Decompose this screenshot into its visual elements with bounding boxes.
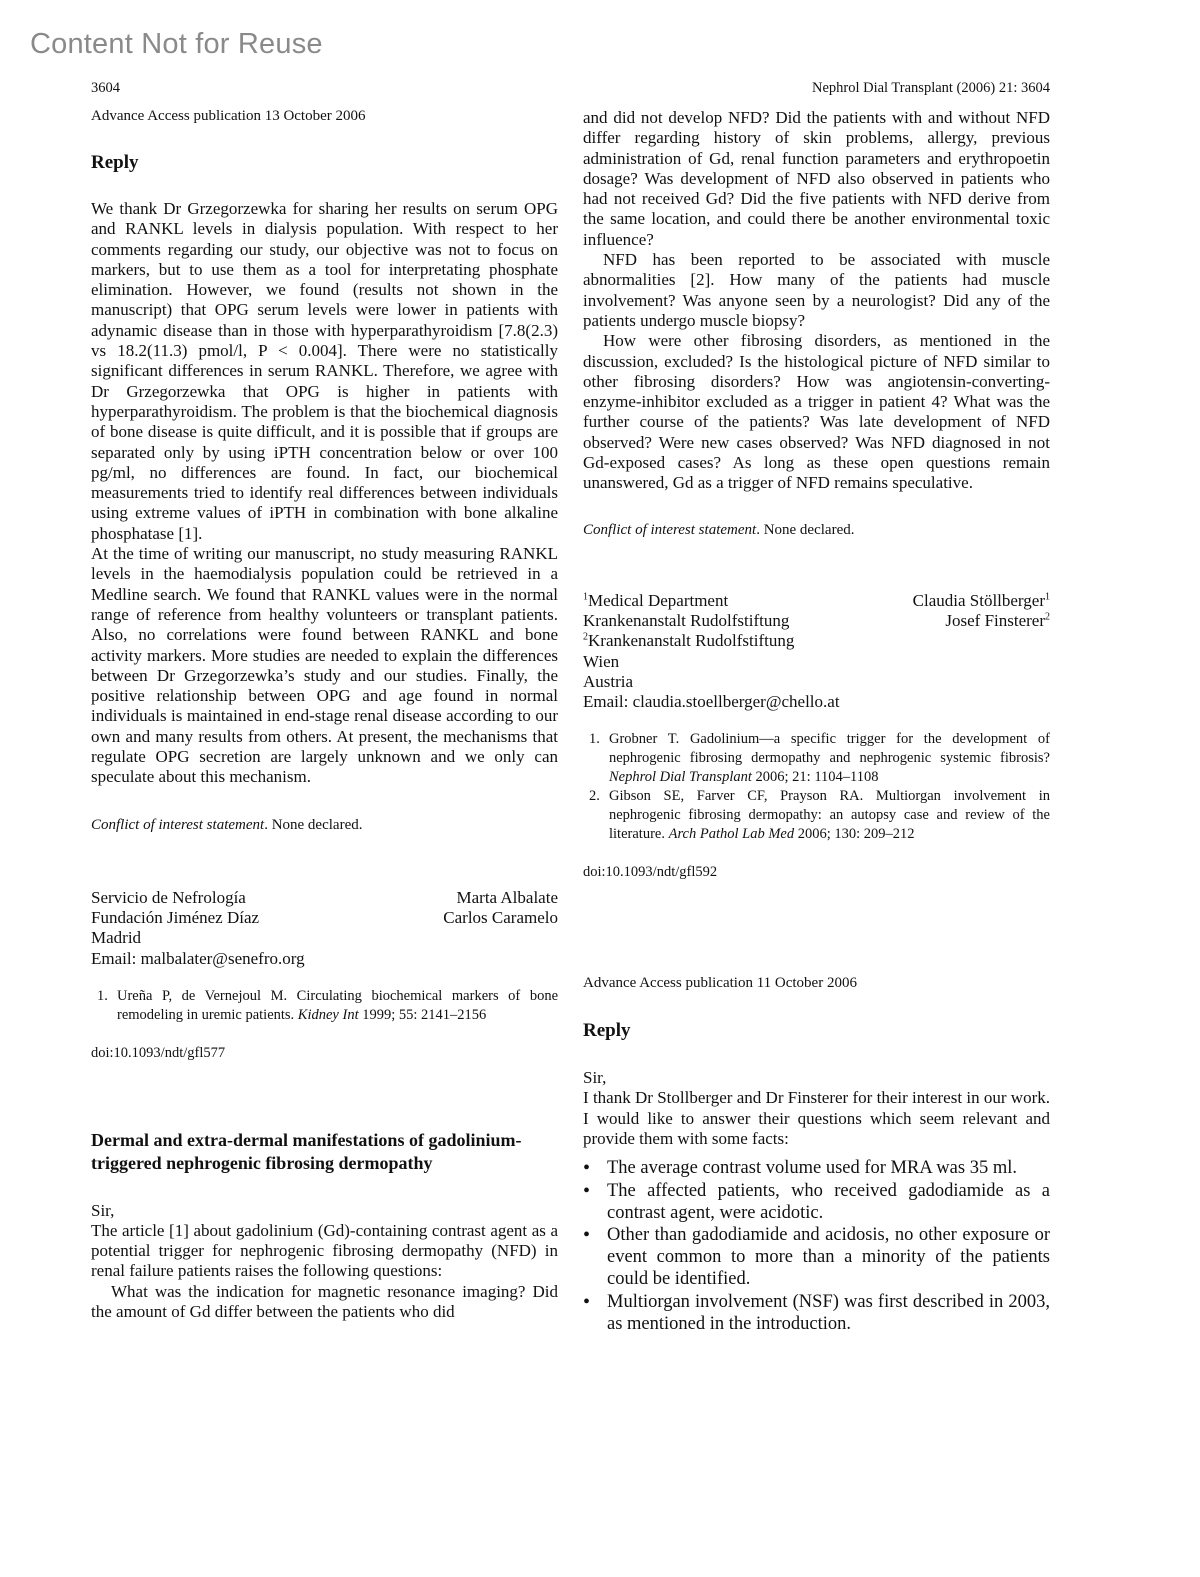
author-name: Josef Finsterer$^2$ [945, 610, 1050, 630]
reply2-access-date: Advance Access publication 11 October 2006 [583, 975, 857, 992]
coi-label: Conflict of interest statement [91, 816, 265, 833]
running-head: Nephrol Dial Transplant (2006) 21: 3604 [811, 80, 1050, 96]
affiliation-line: $^2$Krankenanstalt Rudolfstiftung [583, 631, 795, 651]
bullet-icon: • [583, 1157, 591, 1180]
left-column [91, 108, 558, 1322]
letter-affiliation-block [583, 591, 1050, 692]
reply1-doi[interactable]: doi:10.1093/ndt/gfl577 [91, 1044, 226, 1061]
bullet-item: • Other than gadodiamide and acidosis, no other exposure or event common to more than a minority of the patients could be identified. [583, 1223, 1050, 1290]
reply1-references [91, 987, 558, 1025]
reply1-paragraph-1: We thank Dr Grzegorzewka for sharing her results on serum OPG and RANKL levels in dialysis population. With respect to her comments regarding our study, our objective was not to focus on markers, but to use them as a tool for interpretating phosphate elimination. However, we found (results not shown in the manuscript) that OPG serum levels were lower in patients with adynamic disease than in those with hyperparathyroidism [7.8(2.3) vs 18.2(11.3) pmol/l, P < 0.004]. There were no statistically significant differences in serum RANKL. Therefore, we agree with Dr Grzegorzewka that OPG is higher in patients with hyperparathyroidism. The problem is that the biochemical diagnosis of bone disease is quite difficult, and it is possible that if groups are separated only by using iPTH concentration below or over 100 pg/ml, no differences are found. In fact, our biochemical measurements tried to identify real differences between individuals using extreme values of iPTH in combination with bone alkaline phosphatase [1]. [91, 199, 558, 543]
reply2-salutation: Sir, [583, 1068, 607, 1088]
reply2-paragraph-1: I thank Dr Stollberger and Dr Finsterer for their interest in our work. I would like to answer their questions which seem relevant and provide them with some facts: [583, 1088, 1050, 1149]
affiliation-line: $^1$Medical Department [583, 590, 729, 610]
affiliation-line: Krankenanstalt Rudolfstiftung [583, 610, 790, 630]
reply1-email[interactable]: Email: malbalater@senefro.org [91, 948, 305, 968]
bullet-icon: • [583, 1290, 591, 1313]
bullet-item: • Multiorgan involvement (NSF) was first described in 2003, as mentioned in the introduction. [583, 1290, 1050, 1334]
affiliation-line: Wien [583, 651, 620, 671]
letter-paragraph-3: NFD has been reported to be associated with muscle abnormalities [2]. How many of the patients had muscle involvement? Was anyone seen by a neurologist? Did any of the patients undergo muscle biopsy? [583, 250, 1050, 330]
reply2-bullet-list [583, 1157, 1050, 1335]
letter-title: Dermal and extra-dermal manifestations of gadolinium-triggered nephrogenic fibrosing dermopathy [91, 1129, 522, 1173]
letter-salutation: Sir, [91, 1200, 115, 1220]
author-name: Marta Albalate [456, 887, 558, 907]
reply2-title: Reply [583, 1020, 631, 1042]
reply1-title: Reply [91, 152, 139, 173]
bullet-icon: • [583, 1223, 591, 1246]
letter-conflict-statement: Conflict of interest statement. None declared. [583, 521, 855, 538]
reference-item: 2. Gibson SE, Farver CF, Prayson RA. Multiorgan involvement in nephrogenic fibrosing dermopathy: an autopsy case and review of the literature. Arch Pathol Lab Med 2006; 130: 209–212 [589, 788, 1050, 843]
reference-item: 1. Grobner T. Gadolinium—a specific trigger for the development of nephrogenic fibrosing dermopathy and nephrogenic systemic fibrosis? Nephrol Dial Transplant 2006; 21: 1104–1108 [589, 731, 1050, 786]
author-name: Carlos Caramelo [443, 907, 558, 927]
bullet-item: • The affected patients, who received gadodiamide as a contrast agent, were acidotic. [583, 1179, 1050, 1223]
reference-item [91, 987, 558, 1025]
affiliation-line: Madrid [91, 928, 142, 948]
coi-text: . None declared. [264, 816, 363, 833]
reply1-conflict-statement [91, 817, 558, 834]
reference-text: Ureña P, de Vernejoul M. Circulating biochemical markers of bone remodeling in uremic patients. Kidney Int 1999; 55: 2141–2156 [117, 987, 558, 1023]
affiliation-line: Austria [583, 671, 634, 691]
affiliation-line: Servicio de Nefrología [91, 887, 246, 907]
letter-paragraph-4: How were other fibrosing disorders, as mentioned in the discussion, excluded? Is the histological picture of NFD similar to other fibrosing disorders? How was angiotensin-converting-enzyme-inhibitor excluded as a trigger in patient 4? What was the further course of the patients? Was late development of NFD observed? Were new cases observed? Was NFD diagnosed in not Gd-exposed cases? As long as these open questions remain unanswered, Gd as a trigger of NFD remains speculative. [583, 331, 1050, 493]
author-name: Claudia Stöllberger$^1$ [912, 590, 1050, 610]
reference-number: 1. [97, 987, 108, 1004]
letter-paragraph-2: What was the indication for magnetic resonance imaging? Did the amount of Gd differ between the patients who did [91, 1281, 558, 1321]
watermark: Content Not for Reuse [30, 28, 323, 60]
bullet-item: • The average contrast volume used for MRA was 35 ml. [583, 1157, 1017, 1180]
affiliation-line: Fundación Jiménez Díaz [91, 907, 260, 927]
reply1-access-date: Advance Access publication 13 October 2006 [91, 108, 366, 124]
letter-paragraph-2-continued: and did not develop NFD? Did the patients with and without NFD differ regarding history of skin problems, allergy, previous administration of Gd, renal function parameters and erythropoetin dosage? Was development of NFD also observed in patients who had not received Gd? Did the five patients with NFD derive from the same location, and could there be another environmental toxic influence? [583, 108, 1050, 249]
letter-paragraph-1: The article [1] about gadolinium (Gd)-containing contrast agent as a potential trigger for nephrogenic fibrosing dermopathy (NFD) in renal failure patients raises the following questions: [91, 1220, 558, 1281]
letter-doi[interactable]: doi:10.1093/ndt/gfl592 [583, 864, 718, 881]
letter-email[interactable]: Email: claudia.stoellberger@chello.at [583, 692, 840, 712]
letter-references [583, 730, 1050, 844]
reply1-affiliation-block [91, 888, 558, 949]
bullet-icon: • [583, 1179, 591, 1202]
reply1-paragraph-2: At the time of writing our manuscript, no study measuring RANKL levels in the haemodialysis population could be retrieved in a Medline search. We found that RANKL values were in the normal range of reference from healthy volunteers or transplant patients. Also, no correlations were found between RANKL and bone activity markers. More studies are needed to explain the differences between Dr Grzegorzewka’s study and our studies. Finally, the positive relationship between OPG and age found in normal individuals is maintained in end-stage renal disease according to our own and many results from others. At present, the mechanisms that regulate OPG secretion are largely unknown and we only can speculate about this mechanism. [91, 544, 558, 787]
page-number: 3604 [91, 80, 120, 96]
right-column [583, 108, 1050, 1335]
